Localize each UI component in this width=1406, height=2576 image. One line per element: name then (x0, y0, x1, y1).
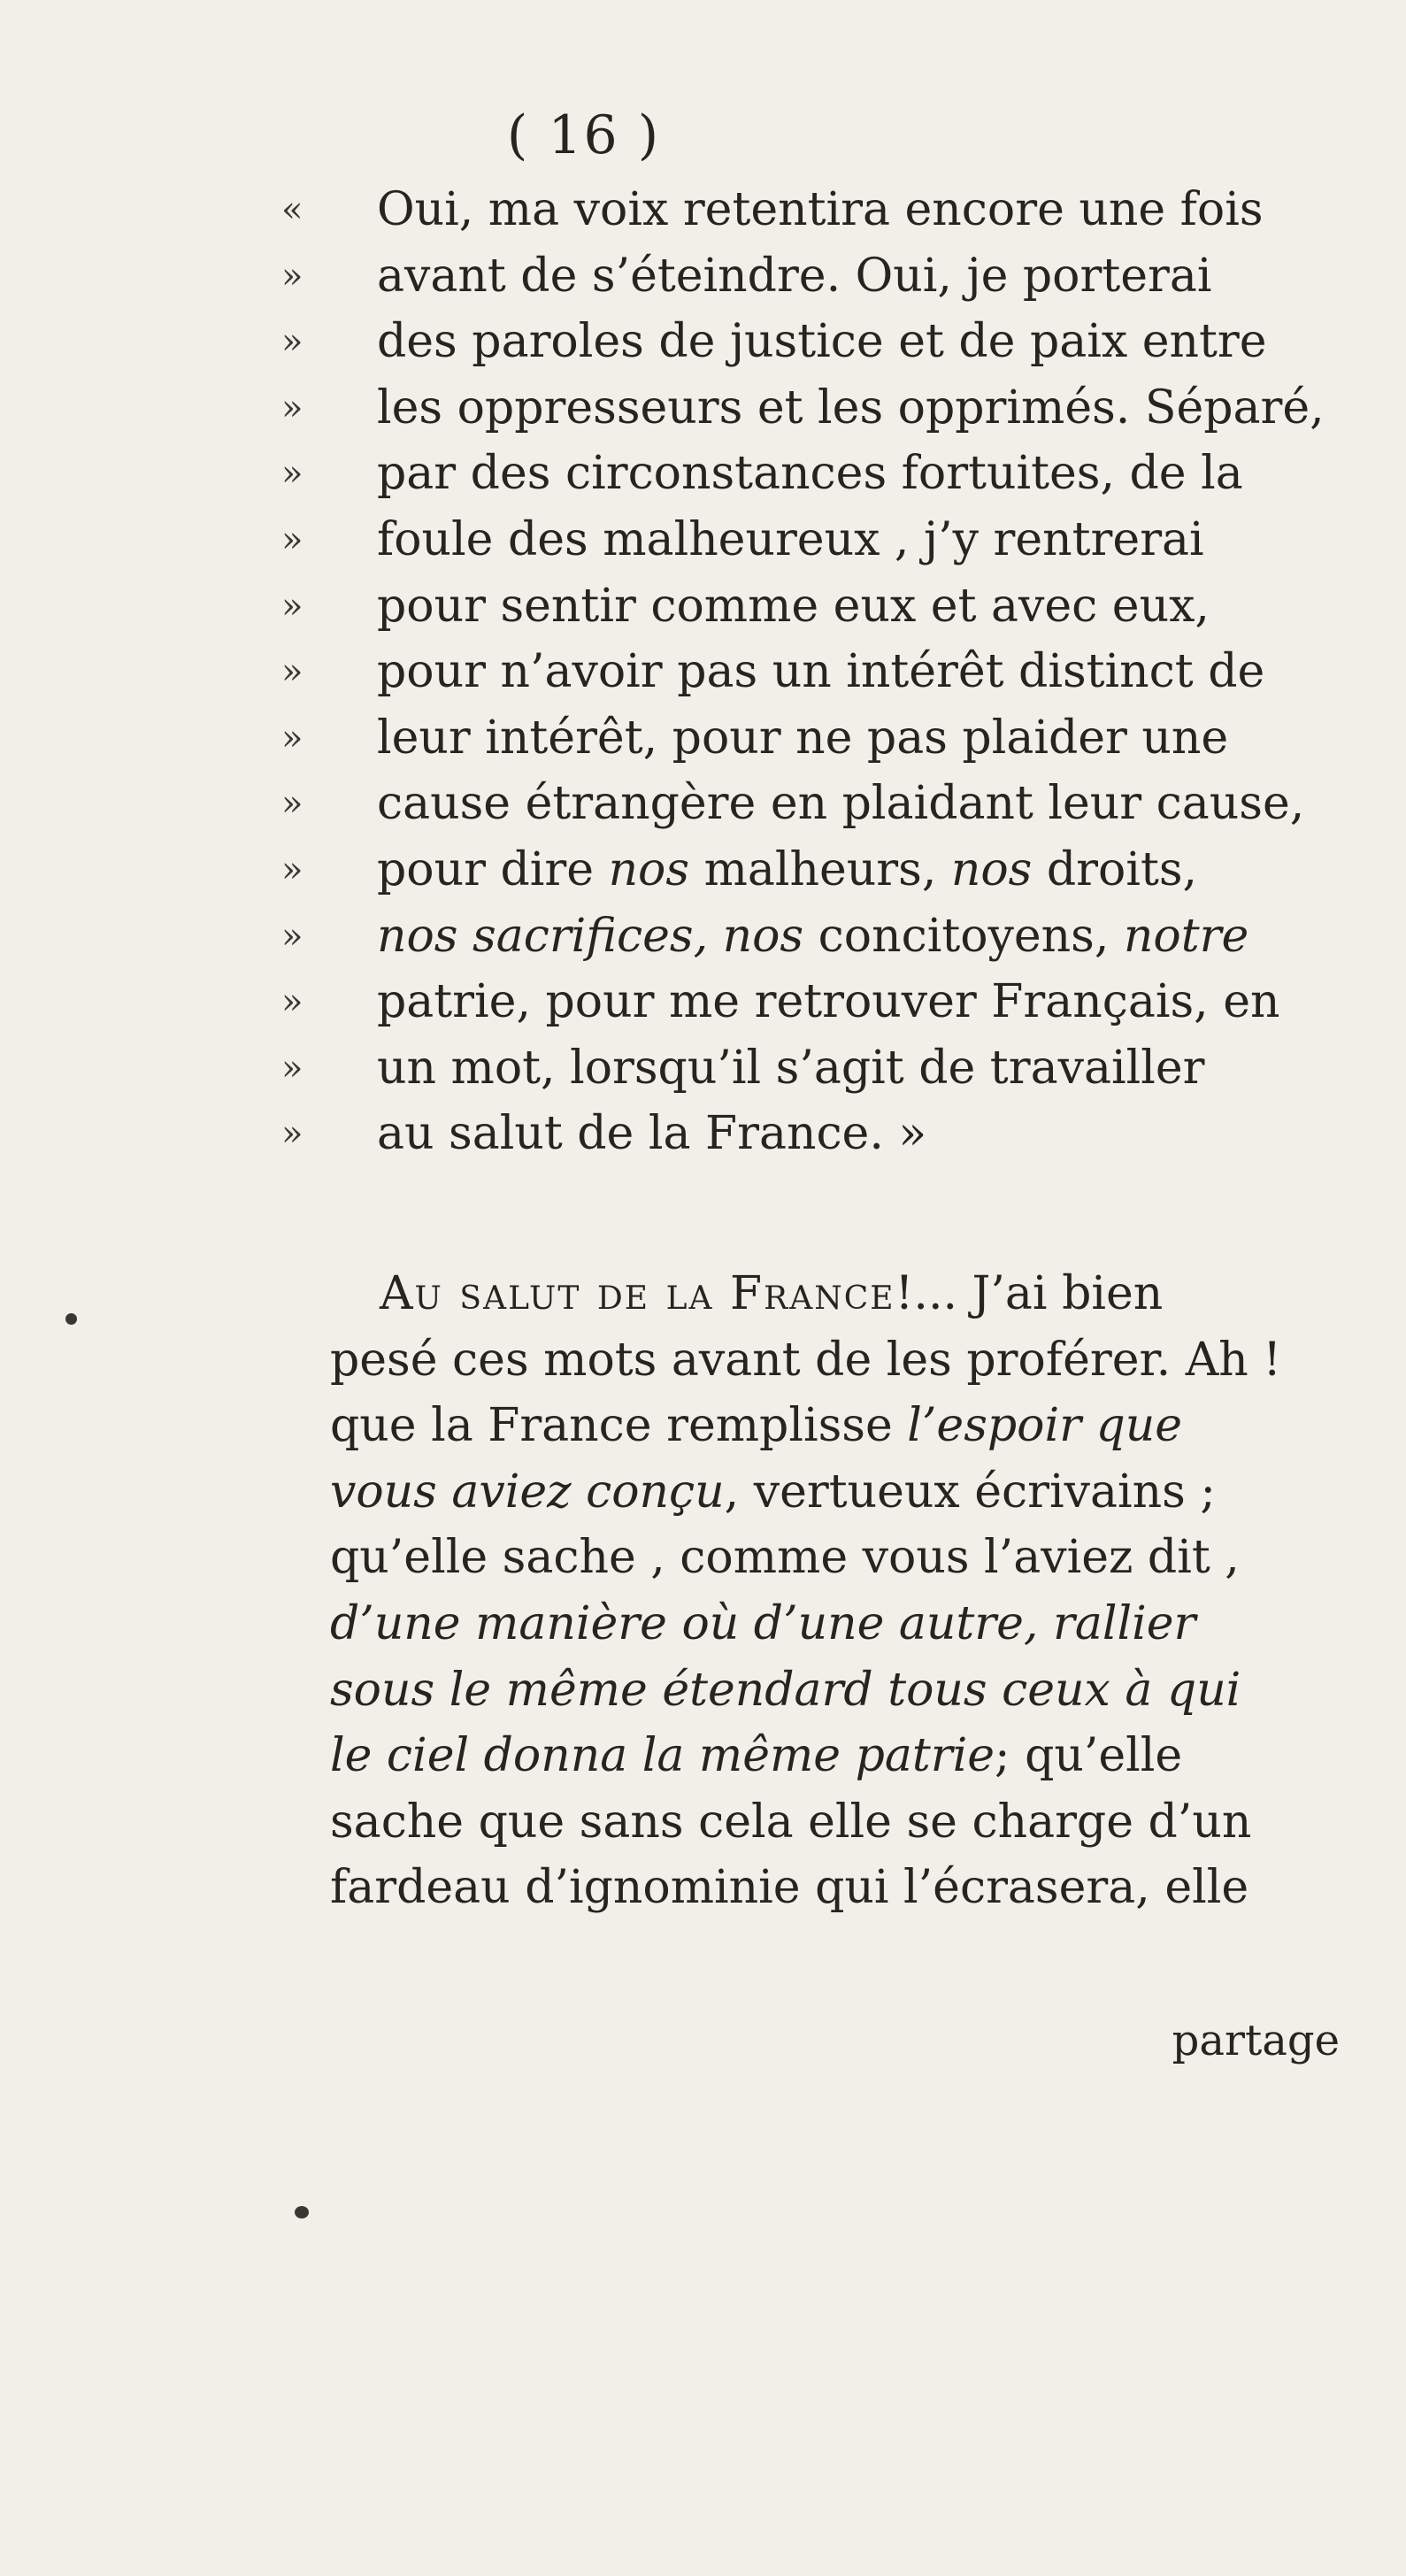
quote-line-text (377, 441, 1243, 507)
quote-line (281, 375, 1343, 442)
text-segment: ; qu’elle (995, 1729, 1183, 1783)
text-line (330, 1459, 1339, 1526)
text-segment: Oui, ma voix retentira encore une fois (377, 183, 1264, 236)
quote-line (281, 573, 1343, 640)
text-segment: Au salut de la France (380, 1267, 895, 1320)
text-segment: patrie, pour me retrouver Français, en (377, 975, 1280, 1029)
text-segment: droits, (1032, 842, 1198, 896)
quote-line-text (377, 1035, 1204, 1102)
quote-line-text (377, 837, 1197, 904)
text-line (330, 1657, 1339, 1724)
quotation-mark: » (281, 453, 303, 495)
text-segment: par des circonstances fortuites, de la (377, 447, 1243, 501)
quote-line (281, 969, 1343, 1035)
text-segment: pour sentir comme eux et avec eux, (377, 579, 1210, 633)
quote-line (281, 507, 1343, 573)
quotation-mark: » (281, 915, 303, 957)
quote-line (281, 705, 1343, 772)
text-line (330, 1261, 1339, 1327)
quotation-mark: » (281, 1047, 303, 1088)
quote-line-text (377, 177, 1264, 243)
quote-line (281, 1035, 1343, 1102)
quote-line-text (377, 969, 1280, 1035)
text-segment: fardeau d’ignominie qui l’écrasera, elle (330, 1861, 1249, 1915)
quote-line-text (377, 243, 1212, 310)
text-line (330, 1327, 1339, 1394)
quote-line-text (377, 904, 1248, 970)
quote-line-text (377, 705, 1228, 772)
text-segment: nos (608, 842, 690, 896)
text-segment: sache que sans cela elle se charge d’un (330, 1795, 1252, 1849)
quote-line-text (377, 771, 1304, 837)
ink-speck (295, 2206, 309, 2218)
catchword: partage (1172, 2016, 1340, 2065)
quoted-passage (281, 177, 1343, 1167)
ink-speck (65, 1313, 77, 1325)
quote-line (281, 837, 1343, 904)
quote-line (281, 1101, 1343, 1167)
text-segment: qu’elle sache , comme vous l’aviez dit , (330, 1531, 1240, 1585)
text-segment: nos sacrifices, nos (377, 909, 804, 963)
text-line (330, 1723, 1339, 1789)
quotation-mark: » (281, 651, 303, 693)
text-segment: pesé ces mots avant de les proférer. Ah ! (330, 1333, 1282, 1387)
quote-line-text (377, 309, 1267, 375)
text-segment: l’espoir que (907, 1399, 1183, 1453)
quotation-mark: » (281, 717, 303, 758)
text-segment: leur intérêt, pour ne pas plaider une (377, 711, 1229, 765)
text-segment: sous le même étendard tous ceux à qui (330, 1663, 1241, 1717)
text-segment: concitoyens, (803, 909, 1124, 963)
quote-line-text (377, 1101, 926, 1167)
text-segment: un mot, lorsqu’il s’agit de travailler (377, 1041, 1205, 1095)
quotation-mark: » (281, 321, 303, 363)
text-line (330, 1789, 1339, 1856)
text-line (330, 1855, 1339, 1921)
quote-line-text (377, 639, 1264, 705)
quotation-mark: » (281, 849, 303, 890)
quotation-mark: « (281, 189, 303, 230)
quotation-mark: » (281, 585, 303, 627)
text-line (330, 1393, 1339, 1459)
quote-line-text (377, 573, 1210, 640)
text-line (330, 1591, 1339, 1657)
text-line (330, 1525, 1339, 1591)
quotation-mark: » (281, 255, 303, 296)
quote-line (281, 904, 1343, 970)
text-segment: !... J’ai bien (895, 1267, 1164, 1320)
quotation-mark: » (281, 1113, 303, 1155)
text-segment: foule des malheureux , j’y rentrerai (377, 512, 1204, 566)
text-segment: au salut de la France. » (377, 1107, 927, 1161)
quote-line-text (377, 375, 1325, 442)
text-segment: le ciel donna la même patrie (330, 1729, 995, 1783)
text-segment: pour dire (377, 842, 609, 896)
text-segment: nos (950, 842, 1033, 896)
quote-line (281, 309, 1343, 375)
text-segment: d’une manière où d’une autre, rallier (330, 1596, 1196, 1650)
text-segment: pour n’avoir pas un intérêt distinct de (377, 645, 1265, 699)
quotation-mark: » (281, 981, 303, 1023)
text-segment: cause étrangère en plaidant leur cause, (377, 777, 1305, 831)
quote-line (281, 177, 1343, 243)
quote-line-text (377, 507, 1204, 573)
quote-line (281, 441, 1343, 507)
text-segment: , vertueux écrivains ; (724, 1465, 1216, 1519)
text-segment: que la France remplisse (330, 1399, 908, 1453)
quotation-mark: » (281, 783, 303, 825)
quote-line (281, 243, 1343, 310)
text-segment: les oppresseurs et les opprimés. Séparé, (377, 381, 1325, 434)
quotation-mark: » (281, 387, 303, 428)
text-segment: avant de s’éteindre. Oui, je porterai (377, 249, 1212, 303)
body-text (330, 1261, 1339, 1921)
quote-line (281, 639, 1343, 705)
text-segment: malheurs, (689, 842, 951, 896)
quotation-mark: » (281, 519, 303, 560)
quote-line (281, 771, 1343, 837)
text-segment: vous aviez conçu (330, 1465, 725, 1519)
text-segment: notre (1123, 909, 1249, 963)
page-number: ( 16 ) (506, 104, 661, 166)
text-segment: des paroles de justice et de paix entre (377, 315, 1267, 369)
